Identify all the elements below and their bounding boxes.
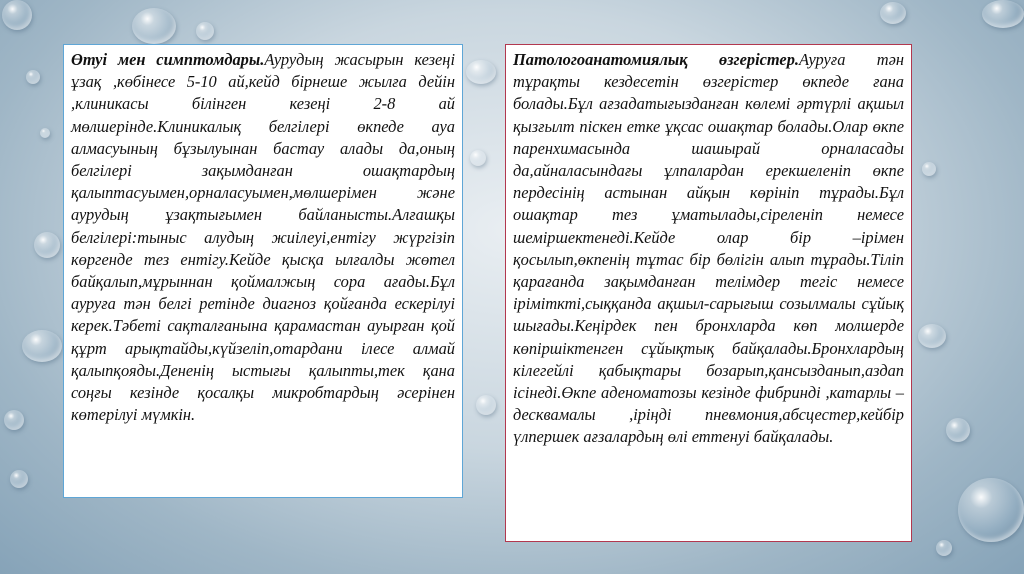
- water-droplet: [132, 8, 176, 44]
- water-droplet: [26, 70, 40, 84]
- water-droplet: [4, 410, 24, 430]
- pathology-heading: Патологоанатомиялық өзгерістер.: [513, 50, 800, 69]
- symptoms-heading: Өтуі мен симптомдары.: [71, 50, 265, 69]
- water-droplet: [918, 324, 946, 348]
- water-droplet: [922, 162, 936, 176]
- symptoms-text-panel: [63, 44, 463, 498]
- water-droplet: [466, 60, 496, 84]
- pathology-text-panel: [505, 44, 912, 542]
- water-droplet: [982, 0, 1024, 28]
- water-droplet: [470, 150, 486, 166]
- water-droplet: [2, 0, 32, 30]
- water-droplet: [958, 478, 1024, 542]
- water-droplet: [40, 128, 50, 138]
- water-droplet: [196, 22, 214, 40]
- water-droplet: [476, 395, 496, 415]
- water-droplet: [880, 2, 906, 24]
- pathology-body: Ауруға тән тұрақты кездесетін өзгерістер өкпеде ғана болады.Бұл ағзадатығызданған көлемі әртүрлі ақшыл қызғылт піскен етке ұқсас ошақтар болады.Олар өкпе паренхимасында шашырай орналасады да,айналасындағы ұлпалардан ерекшеленіп өкпе пердесінің астынан айқын көрініп тұрады.Бұл ошақтар тез ұматылады,сіреленіп немесе шеміршектенеді.Кейде олар бір –ірімен қосылып,өкпенің тұтас бір бөлігін алып тұрады.Тіліп қарағанда зақымданған телімдер тегіс немесе іріміткті,сыққанда ақшыл-сарығыш созылмалы сұйық шығады.Кеңірдек пен бронхларда көп молшерде көпіршіктенген сұйықтық байқалады.Бронхлардың кілегейлі қабықтары бозарып,қансызданып,аздап ісінеді.Өкпе аденоматозы кезінде фибринді ,катарлы –десквамалы ,іріңді пневмония,абсцестер,кейбір үлпершек ағзалардың өлі еттенуі байқалады.: [513, 50, 904, 447]
- water-droplet: [22, 330, 62, 362]
- water-droplet: [936, 540, 952, 556]
- water-droplet: [946, 418, 970, 442]
- symptoms-body: Аурудың жасырын кезеңі ұзақ ,көбінесе 5-10 ай,кейд бірнеше жылға дейін ,клиникасы білінген кезеңі 2-8 ай мөлшерінде.Клиникалық белгілері өкпеде ауа алмасуының бұзылуынан бастау алады да,оның белгілері зақымданған ошақтардың қалыптасуымен,орналасуымен,мөлшерімен және аурудың ұзақтығымен байланысты.Алғашқы белгілері:тыныс алудың жиілеуі,ентігу жүргізіп көргенде тез ентігу.Кейде қысқа ылғалды жөтел байқалып,мұрыннан қоймалжың сора ағады.Бұл ауруға тән белгі ретінде диагноз қойғанда ескерілуі керек.Тәбеті сақталғанына қарамастан ауырған қой құрт арықтайды,күйзеліп,отардани ілесе алмай қалыпқояды.Дененің ыстығы қалыпты,тек қана соңғы кезінде қосалқы микробтардың әсерінен көтерілуі мүмкін.: [71, 50, 455, 425]
- water-droplet: [34, 232, 60, 258]
- water-droplet: [10, 470, 28, 488]
